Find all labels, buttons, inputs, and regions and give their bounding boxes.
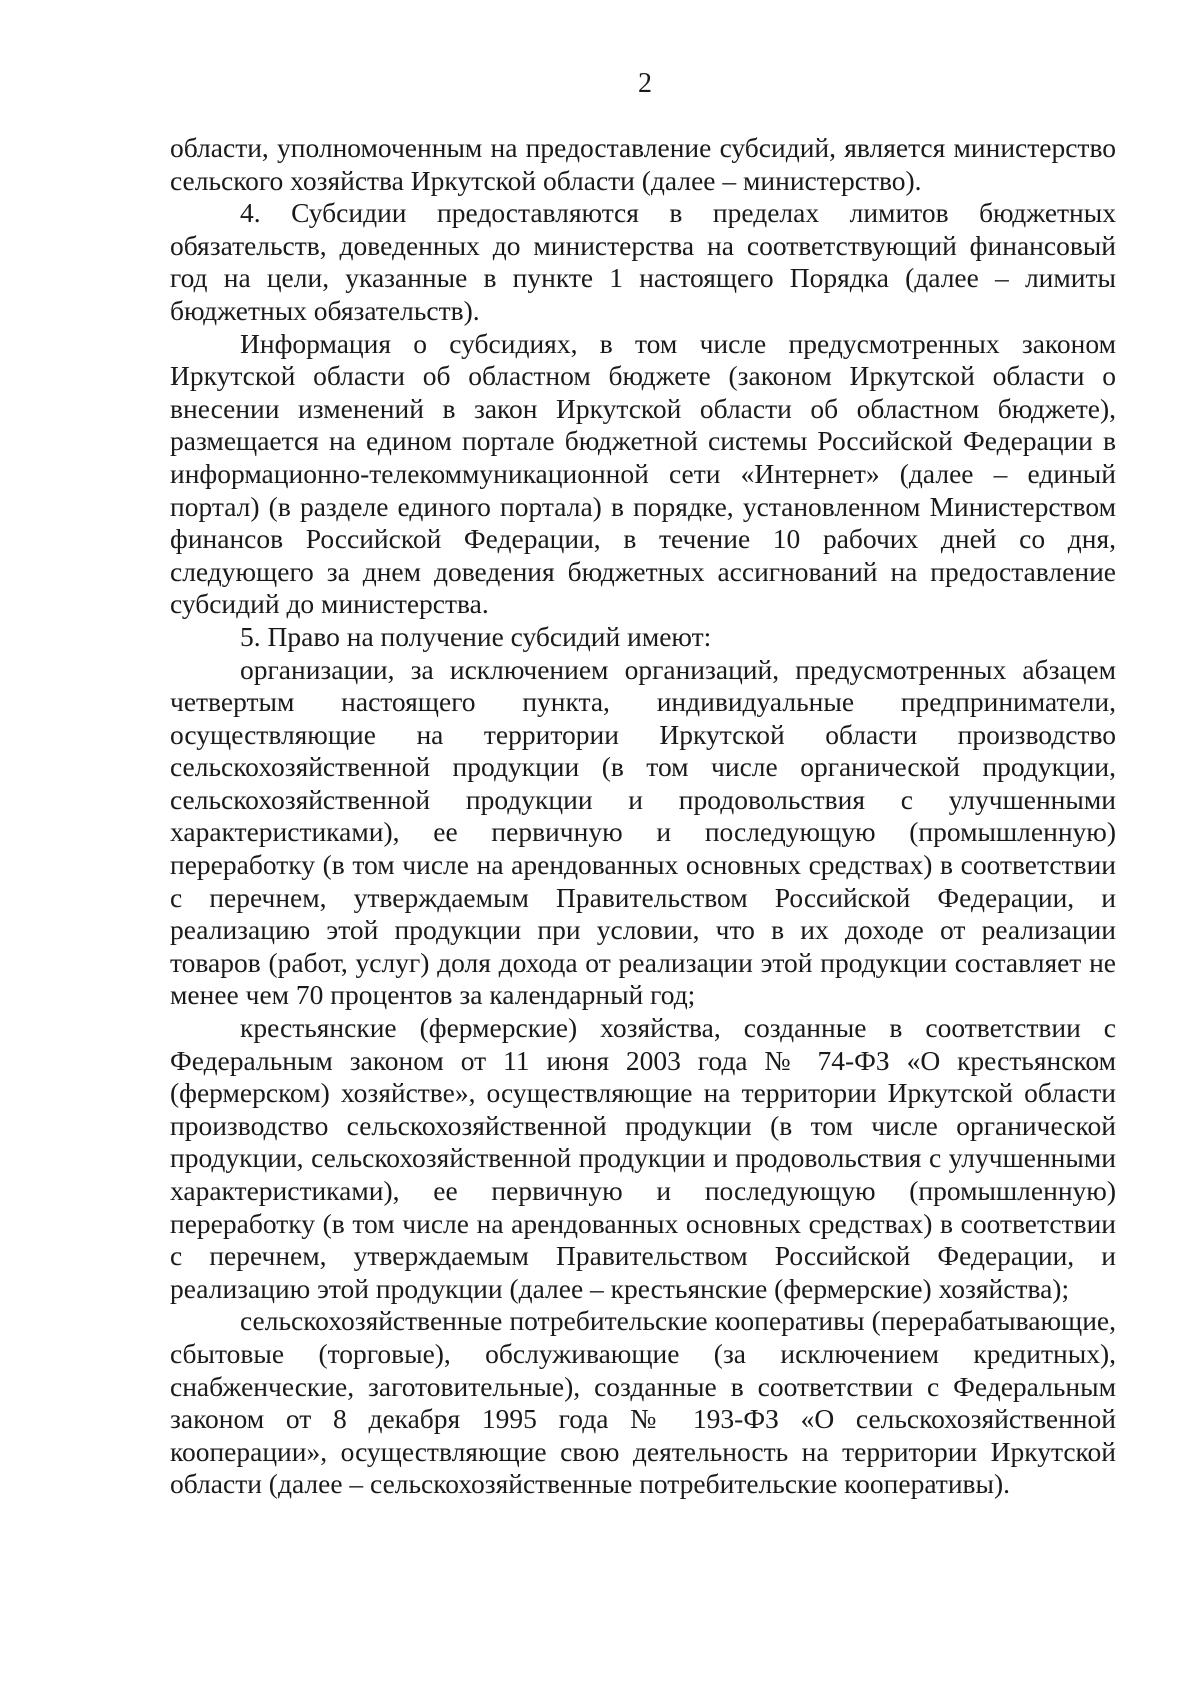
document-body <box>170 132 1116 1501</box>
paragraph-cooperatives: сельскохозяйственные потребительские кооперативы (перерабатывающие, сбытовые (торговые), обслуживающие (за исключением кредитных), снабженческие, заготовительные), созданные в соответствии с Федеральным законом от 8 декабря 1995 года № 193-ФЗ «О сельскохозяйственной кооперации», осуществляющие свою деятельность на территории Иркутской области (далее – сельскохозяйственные потребительские кооперативы). <box>170 1305 1116 1500</box>
paragraph-organizations: организации, за исключением организаций, предусмотренных абзацем четвертым настоящего пункта, индивидуальные предприниматели, осуществляющие на территории Иркутской области производство сельскохозяйственной продукции (в том числе органической продукции, сельскохозяйственной продукции и продовольствия с улучшенными характеристиками), ее первичную и последующую (промышленную) переработку (в том числе на арендованных основных средствах) в соответствии с перечнем, утверждаемым Правительством Российской Федерации, и реализацию этой продукции при условии, что в их доходе от реализации товаров (работ, услуг) доля дохода от реализации этой продукции составляет не менее чем 70 процентов за календарный год; <box>170 653 1116 1011</box>
paragraph-clause-5: 5. Право на получение субсидий имеют: <box>240 620 712 652</box>
paragraph-continuation: области, уполномоченным на предоставление субсидий, является министерство сельского хозяйства Иркутской области (далее – министерство). <box>170 132 1116 196</box>
paragraph-clause-4: 4. Субсидии предоставляются в пределах лимитов бюджетных обязательств, доведенных до министерства на соответствующий финансовый год на цели, указанные в пункте 1 настоящего Порядка (далее – лимиты бюджетных обязательств). <box>170 197 1116 326</box>
paragraph-subsidy-information: Информация о субсидиях, в том числе предусмотренных законом Иркутской области об областном бюджете (законом Иркутской области о внесении изменений в закон Иркутской области об областном бюджете), размещается на едином портале бюджетной системы Российской Федерации в информационно-телекоммуникационной сети «Интернет» (далее – единый портал) (в разделе единого портала) в порядке, установленном Министерством финансов Российской Федерации, в течение 10 рабочих дней со дня, следующего за днем доведения бюджетных ассигнований на предоставление субсидий до министерства. <box>170 327 1116 620</box>
paragraph-farms: крестьянские (фермерские) хозяйства, созданные в соответствии с Федеральным законом от 11 июня 2003 года № 74-ФЗ «О крестьянском (фермерском) хозяйстве», осуществляющие на территории Иркутской области производство сельскохозяйственной продукции (в том числе органической продукции, сельскохозяйственной продукции и продовольствия с улучшенными характеристиками), ее первичную и последующую (промышленную) переработку (в том числе на арендованных основных средствах) в соответствии с перечнем, утверждаемым Правительством Российской Федерации, и реализацию этой продукции (далее – крестьянские (фермерские) хозяйства); <box>170 1012 1116 1304</box>
page-number: 2 <box>638 68 652 99</box>
